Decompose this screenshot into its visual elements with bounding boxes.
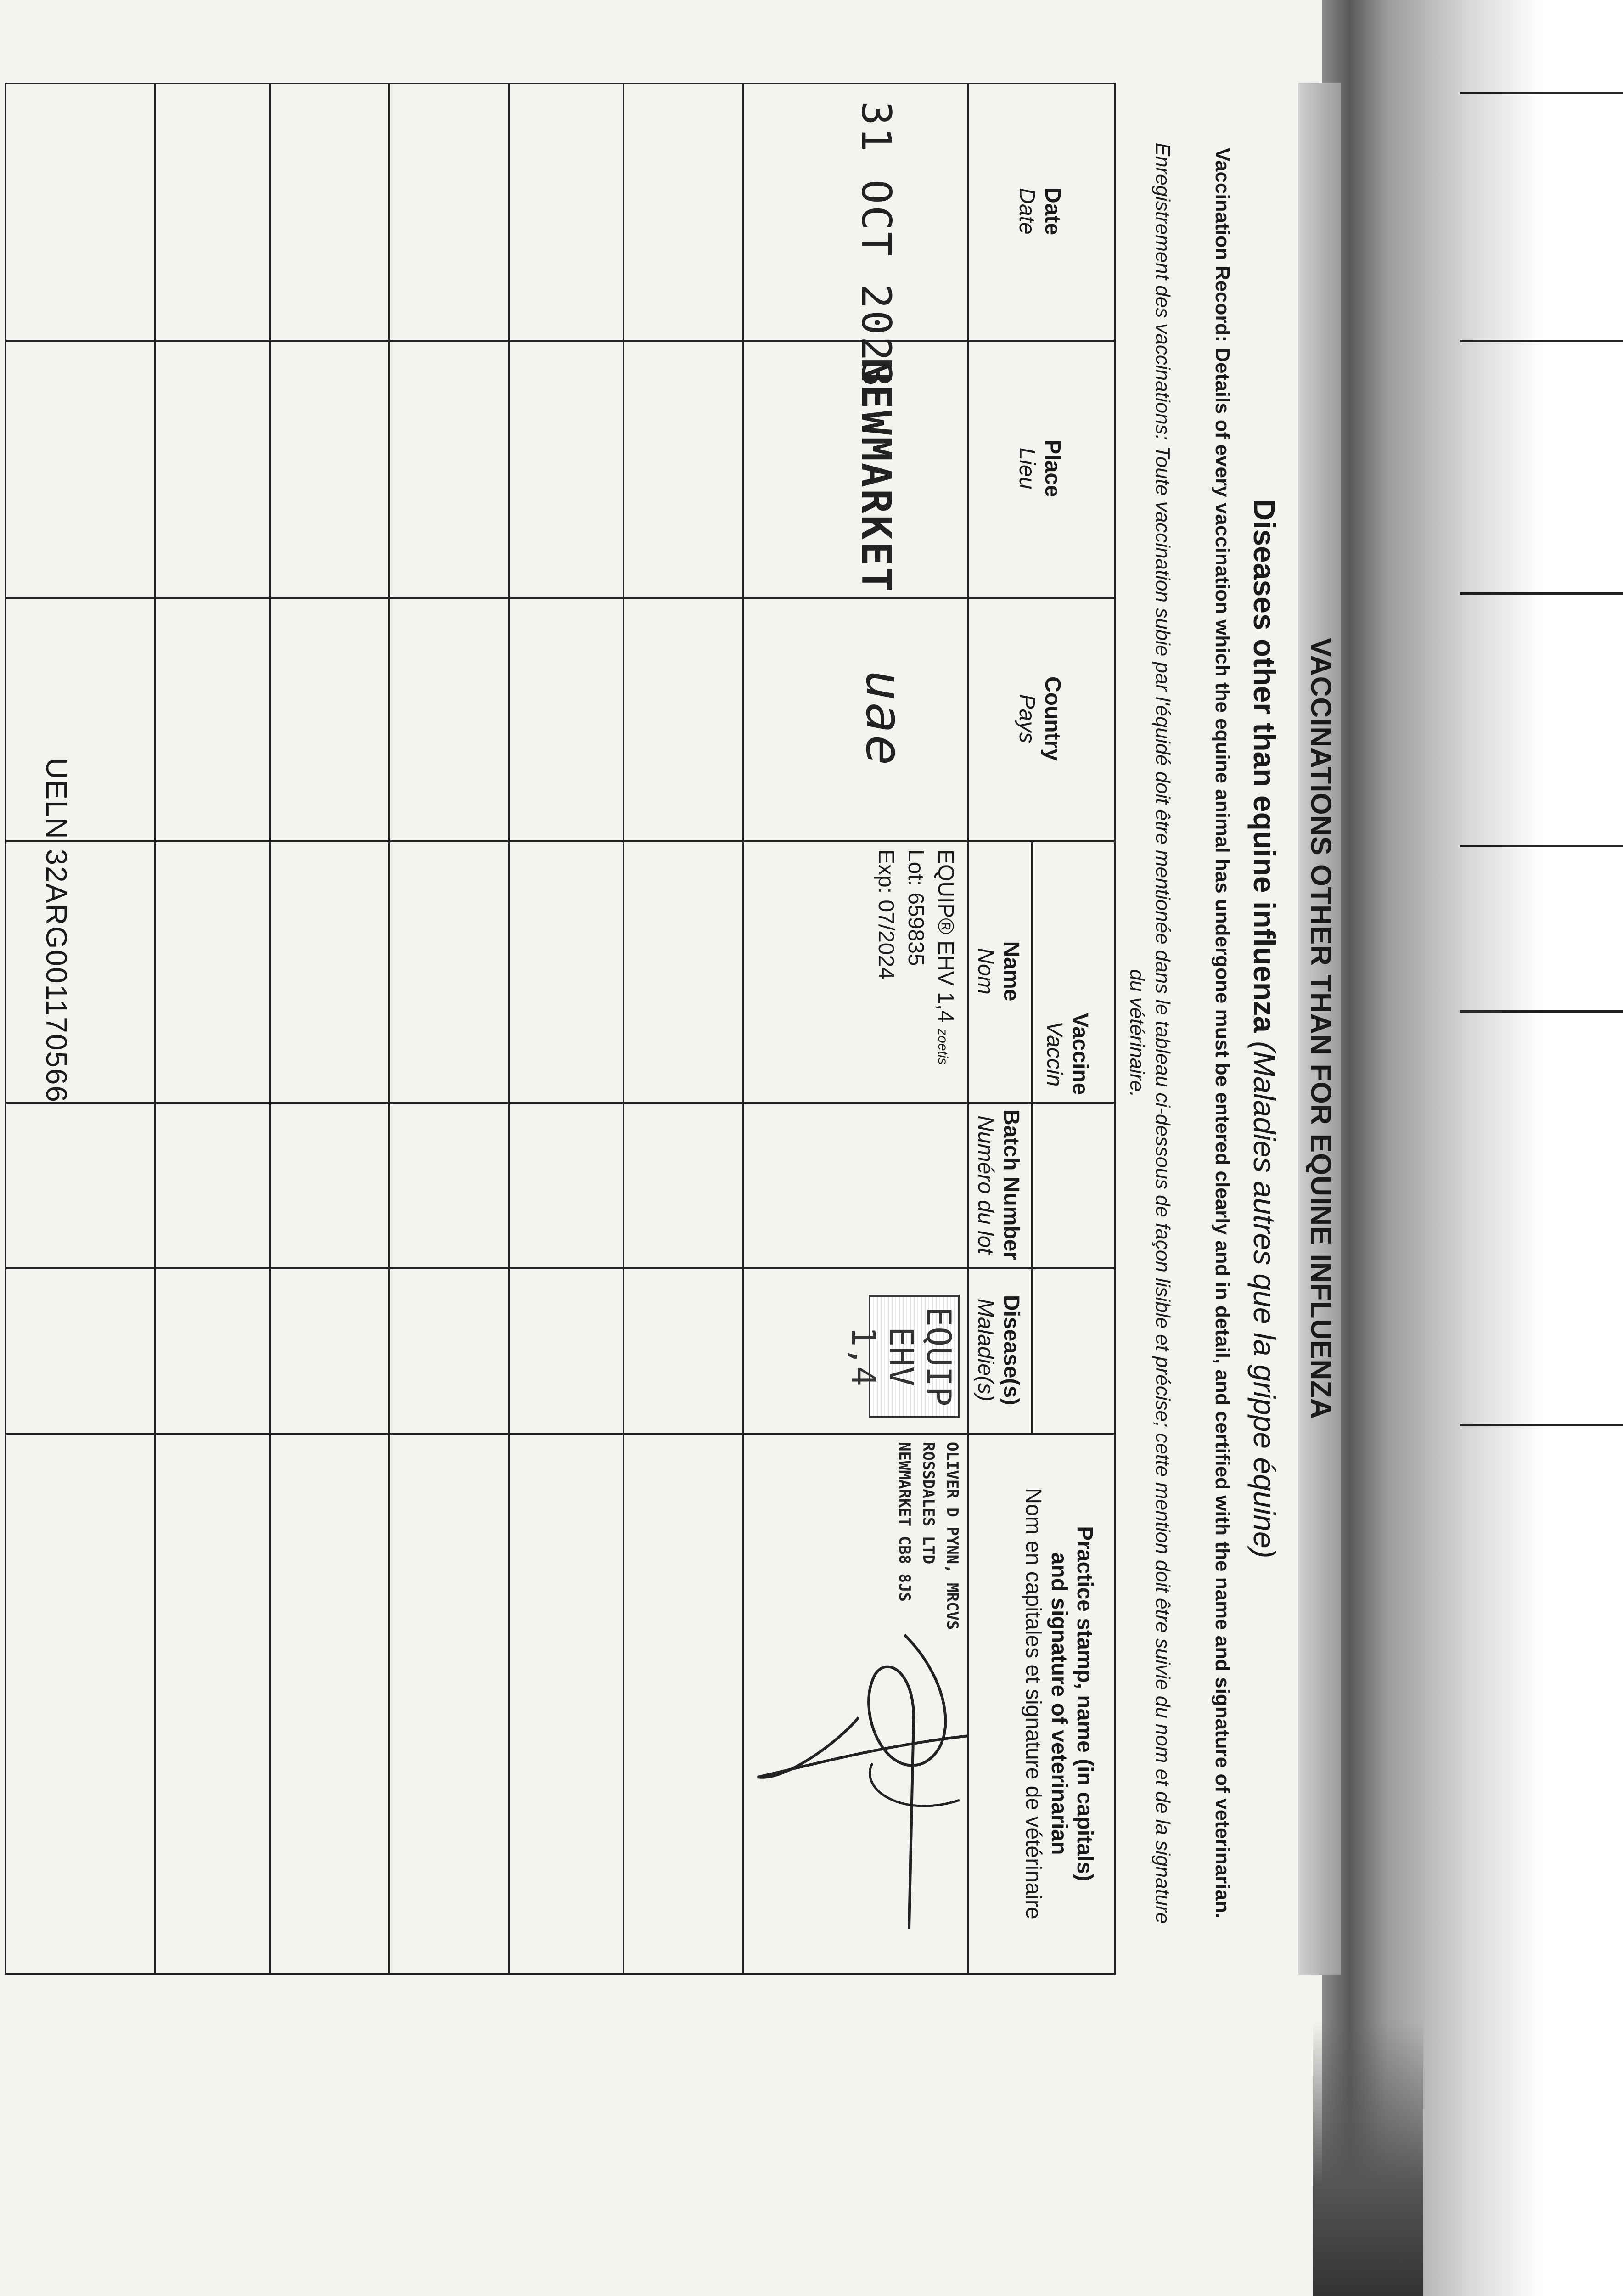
entry-country: uae: [855, 670, 914, 767]
vet-stamp: OLIVER D PYNN, MRCVS ROSSDALES LTD NEWMARKET CB8 8JS: [895, 1442, 961, 1630]
entry-lot: Lot: 659835: [904, 850, 928, 966]
subtitle-en: Diseases other than equine influenza: [1247, 499, 1281, 1033]
page-subtitle: [1247, 83, 1282, 1975]
entry-expiry: Exp: 07/2024: [874, 850, 898, 979]
subtitle-fr: (Maladies autres que la grippe équine): [1247, 1041, 1281, 1559]
header-name: Name Nom: [973, 941, 1023, 1002]
page-title: VACCINATIONS OTHER THAN FOR EQUINE INFLUENZA: [1305, 638, 1337, 1419]
vaccination-table: [5, 83, 1116, 1975]
header-vaccine: Vaccine Vaccin: [1042, 1013, 1092, 1095]
instruction-fr: Enregistrement des vaccinations: Toute vaccination subie par l'équidé doit être mentionée dans le tableau ci-dessous de façon lisible et précise; cette mention doit être suivie du nom et de la signature du vétérinaire.: [1126, 142, 1174, 1924]
header-disease: Disease(s) Maladie(s): [973, 1294, 1023, 1406]
header-batch: Batch Number Numéro du lot: [973, 1109, 1023, 1261]
vet-signature: [739, 1626, 978, 1947]
instruction-en: Vaccination Record: Details of every vaccination which the equine animal has undergone must be entered clearly and in detail, and certified with the name and signature of veterinarian.: [1211, 148, 1234, 1919]
entry-place: NEWMARKET: [853, 358, 900, 594]
entry-date: 31 OCT 2023: [853, 101, 900, 389]
header-country: Country Pays: [1015, 676, 1065, 761]
header-practice: Practice stamp, name (in capitals) and signature of veterinarian Nom en capitales et signature de vétérinaire: [1021, 1488, 1097, 1919]
header-place: Place Lieu: [1015, 439, 1065, 497]
entry-vaccine-name: EQUIP® EHV 1,4 zoetis: [933, 850, 958, 1065]
disease-stamp: EQUIP EHV 1,4: [869, 1295, 960, 1418]
adjacent-page: [1322, 0, 1623, 2296]
ueln-number: UELN 32ARG001170566: [40, 758, 73, 1103]
header-date: Date Date: [1015, 187, 1065, 236]
